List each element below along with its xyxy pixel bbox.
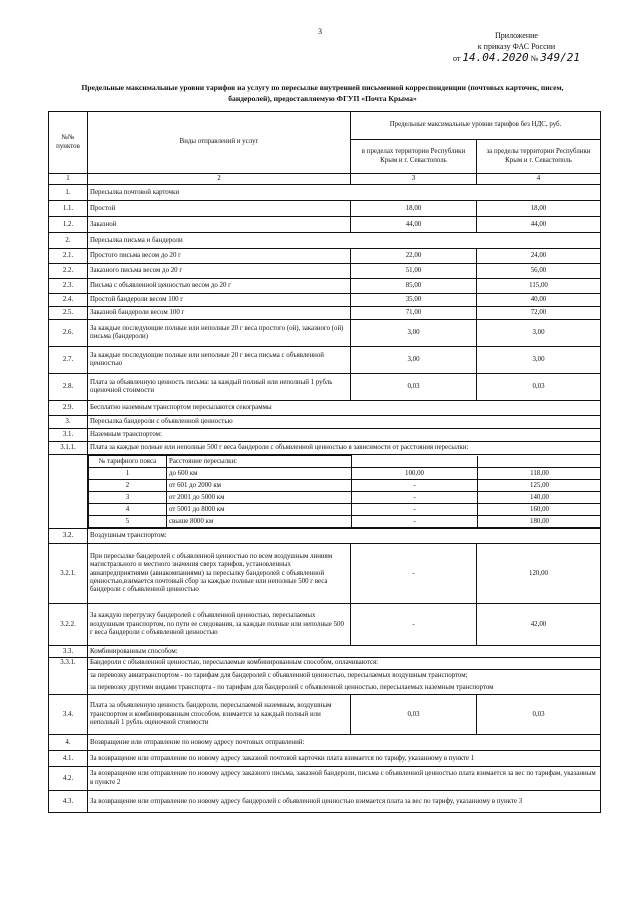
row-text: Заказного письма весом до 20 г: [88, 264, 351, 279]
zone-distance: от 2001 до 5000 км: [167, 492, 352, 504]
zone-distance: от 601 до 2000 км: [167, 480, 352, 492]
row-text: Простой бандероли весом 100 г: [88, 294, 351, 307]
row-text: За возвращение или отправление по новому адресу бандеролей с объявленной ценностью взимается плата за вес по тарифу, указанному в пункте 3: [88, 791, 601, 813]
row-num: 2.8.: [49, 374, 88, 401]
value-within: 3,00: [351, 320, 477, 347]
row-text: Пересылка почтовой карточки: [88, 185, 601, 201]
row-num: 2.: [49, 233, 88, 249]
row-num: 2.5.: [49, 307, 88, 320]
value-outside: 40,00: [477, 294, 601, 307]
zone-number: 5: [89, 516, 167, 528]
number-prefix: №: [530, 54, 539, 63]
row-num: 3.1.1.: [49, 442, 88, 455]
heading-line-1: Предельные максимальные уровни тарифов на услугу по пересылке внутренней письменной корреспонденции (почтовых карточек, писем,: [81, 83, 564, 92]
value-outside: 44,00: [477, 217, 601, 233]
row-text: Заказной: [88, 217, 351, 233]
header-index-2: 2: [88, 174, 351, 185]
value-outside: 115,00: [477, 279, 601, 294]
zone-number: 3: [89, 492, 167, 504]
value-outside: 42,00: [477, 604, 601, 646]
row-text: Письма с объявленной ценностью весом до 20 г: [88, 279, 351, 294]
value-outside: 0,03: [477, 695, 601, 735]
header-index-3: 3: [351, 174, 477, 185]
value-outside: 125,00: [478, 480, 601, 492]
value-outside: 72,00: [477, 307, 601, 320]
tariff-table: [48, 111, 601, 813]
heading-line-2: бандеролей), предоставляемую ФГУП «Почта Крыма»: [228, 94, 417, 103]
value-within: 71,00: [351, 307, 477, 320]
appendix-block: [453, 30, 580, 64]
row-num: 4.3.: [49, 791, 88, 813]
empty-cell: [352, 456, 478, 468]
value-within: 85,00: [351, 279, 477, 294]
row-text: Возвращение или отправление по новому адресу почтовых отправлений:: [88, 735, 601, 751]
value-within: -: [352, 492, 478, 504]
document-heading: [50, 82, 595, 104]
row-text: За возвращение или отправление по новому адресу заказной почтовой карточки плата взимается по тарифу, указанному в пункте 1: [88, 751, 601, 767]
row-num: 2.1.: [49, 249, 88, 264]
order-number: 349/21: [540, 51, 580, 64]
page-number: 3: [318, 27, 322, 36]
value-outside: 18,00: [477, 201, 601, 217]
value-within: -: [352, 516, 478, 528]
value-within: -: [352, 504, 478, 516]
row-text: Плата за каждые полные или неполные 500 г веса бандероли с объявленной ценностью в зависимости от расстояния пересылки:: [88, 442, 601, 455]
row-num: 3.2.2.: [49, 604, 88, 646]
zone-subtable-cell: [88, 455, 601, 529]
row-num: 2.9.: [49, 401, 88, 416]
row-text: За возвращение или отправление по новому адресу заказного письма, заказной бандероли, письма с объявленной ценностью плата взимается за вес по тарифам, указанным в пункте 2: [88, 767, 601, 791]
row-num: 2.6.: [49, 320, 88, 347]
row-text: Наземным транспортом:: [88, 429, 601, 442]
value-outside: 160,00: [478, 504, 601, 516]
row-num: 3.2.1.: [49, 544, 88, 604]
header-within: в пределах территории Республики Крым и г. Севастополь: [351, 140, 477, 174]
zone-number: 2: [89, 480, 167, 492]
value-within: -: [351, 604, 477, 646]
empty-cell: [49, 455, 88, 529]
row-text: Простой: [88, 201, 351, 217]
row-text: Пересылка бандероли с объявленной ценностью: [88, 416, 601, 429]
value-outside: 180,00: [478, 516, 601, 528]
row-text: За каждые последующие полные или неполные 20 г веса простого (ой), заказного (ой) письма (бандероли): [88, 320, 351, 347]
value-within: -: [352, 480, 478, 492]
zone-distance: от 5001 до 8000 км: [167, 504, 352, 516]
header-num: №№ пунктов: [49, 112, 88, 174]
row-text: Простого письма весом до 20 г: [88, 249, 351, 264]
header-tariffs: Предельные максимальные уровни тарифов без НДС, руб.: [351, 112, 601, 140]
value-within: 51,00: [351, 264, 477, 279]
value-outside: 140,00: [478, 492, 601, 504]
row-num: 1.1.: [49, 201, 88, 217]
distance-header: Расстояние пересылки:: [167, 456, 352, 468]
zone-number: 4: [89, 504, 167, 516]
appendix-order: к приказу ФАС России: [477, 42, 556, 51]
row-num: 2.7.: [49, 347, 88, 374]
row-num: 1.2.: [49, 217, 88, 233]
header-kinds: Виды отправлений и услуг: [88, 112, 351, 174]
row-text: За каждую перегрузку бандеролей с объявленной ценностью, пересылаемых воздушным транспортом, по пути ее следования, за каждые полные или неполные 500 г веса бандероли с объявленной ценностью: [88, 604, 351, 646]
zone-number: 1: [89, 468, 167, 480]
row-num: 2.3.: [49, 279, 88, 294]
row-text: Плата за объявленную ценность бандероли, пересылаемой наземным, воздушным транспортом и комбинированным способом, взимается за каждый полный или неполный 1 рубль оценочной стоимости: [88, 695, 351, 735]
zone-distance: до 600 км: [167, 468, 352, 480]
empty-cell: [478, 456, 601, 468]
row-num: 3.3.: [49, 646, 88, 658]
value-within: -: [351, 544, 477, 604]
value-within: 44,00: [351, 217, 477, 233]
value-outside: 24,00: [477, 249, 601, 264]
row-text: Воздушным транспортом:: [88, 529, 601, 544]
value-within: 18,00: [351, 201, 477, 217]
row-num: 1.: [49, 185, 88, 201]
row-num: 2.2.: [49, 264, 88, 279]
value-outside: 3,00: [477, 320, 601, 347]
order-date: 14.04.2020: [462, 51, 529, 64]
combined-method-cell: [88, 658, 601, 695]
header-index-1: 1: [49, 174, 88, 185]
row-text: При пересылке бандеролей с объявленной ценностью по всем воздушным линиям магистрального и местного значения сверх тарифов, установленных авиапредприятиями (авиакомпаниями) за пересылку бандеролей с объявленной ценностью,взимается почтовый сбор за каждые полные или неполные 500 г веса бандероли с объявленной ценностью: [88, 544, 351, 604]
appendix-title: Приложение: [495, 31, 538, 40]
row-text: За каждые последующие полные или неполные 20 г веса письма с объявленной ценностью: [88, 347, 351, 374]
header-outside: за пределы территории Республики Крым и г. Севастополь: [477, 140, 601, 174]
row-num: 3.3.1.: [49, 658, 88, 695]
zone-distance: свыше 8000 км: [167, 516, 352, 528]
value-within: 0,03: [351, 374, 477, 401]
row-num: 4.1.: [49, 751, 88, 767]
combined-line-1: Бандероли с объявленной ценностью, пересылаемые комбинированным способом, оплачиваются:: [88, 658, 600, 669]
value-outside: 0,03: [477, 374, 601, 401]
row-num: 3.4.: [49, 695, 88, 735]
value-outside: 118,00: [478, 468, 601, 480]
value-within: 22,00: [351, 249, 477, 264]
row-num: 3.1.: [49, 429, 88, 442]
row-num: 4.2.: [49, 767, 88, 791]
appendix-date-line: [453, 52, 580, 64]
header-index-4: 4: [477, 174, 601, 185]
value-outside: 3,00: [477, 347, 601, 374]
row-num: 2.4.: [49, 294, 88, 307]
zone-subtable: [88, 455, 601, 528]
zone-header: № тарифного пояса: [89, 456, 167, 468]
row-text: Бесплатно наземным транспортом пересылаются секограммы: [88, 401, 601, 416]
date-prefix: от: [452, 54, 461, 63]
row-num: 3.: [49, 416, 88, 429]
row-text: Комбинированным способом:: [88, 646, 601, 658]
value-outside: 120,00: [477, 544, 601, 604]
value-outside: 56,00: [477, 264, 601, 279]
value-within: 0,03: [351, 695, 477, 735]
row-num: 4.: [49, 735, 88, 751]
value-within: 100,00: [352, 468, 478, 480]
row-num: 3.2.: [49, 529, 88, 544]
row-text: Пересылка письма и бандероли: [88, 233, 601, 249]
row-text: Заказной бандероли весом 100 г: [88, 307, 351, 320]
combined-line-3: за перевозку другими видами транспорта - по тарифам для бандеролей с объявленной ценностью, пересылаемых наземным транспортом: [90, 683, 494, 691]
row-text: Плата за объявленную ценность письма: за каждый полный или неполный 1 рубль оценочной стоимости: [88, 374, 351, 401]
value-within: 3,00: [351, 347, 477, 374]
combined-line-2: за перевозку авиатранспортом - по тарифам для бандеролей с объявленной ценностью, пересылаемых воздушным транспортом;: [90, 671, 468, 679]
value-within: 35,00: [351, 294, 477, 307]
